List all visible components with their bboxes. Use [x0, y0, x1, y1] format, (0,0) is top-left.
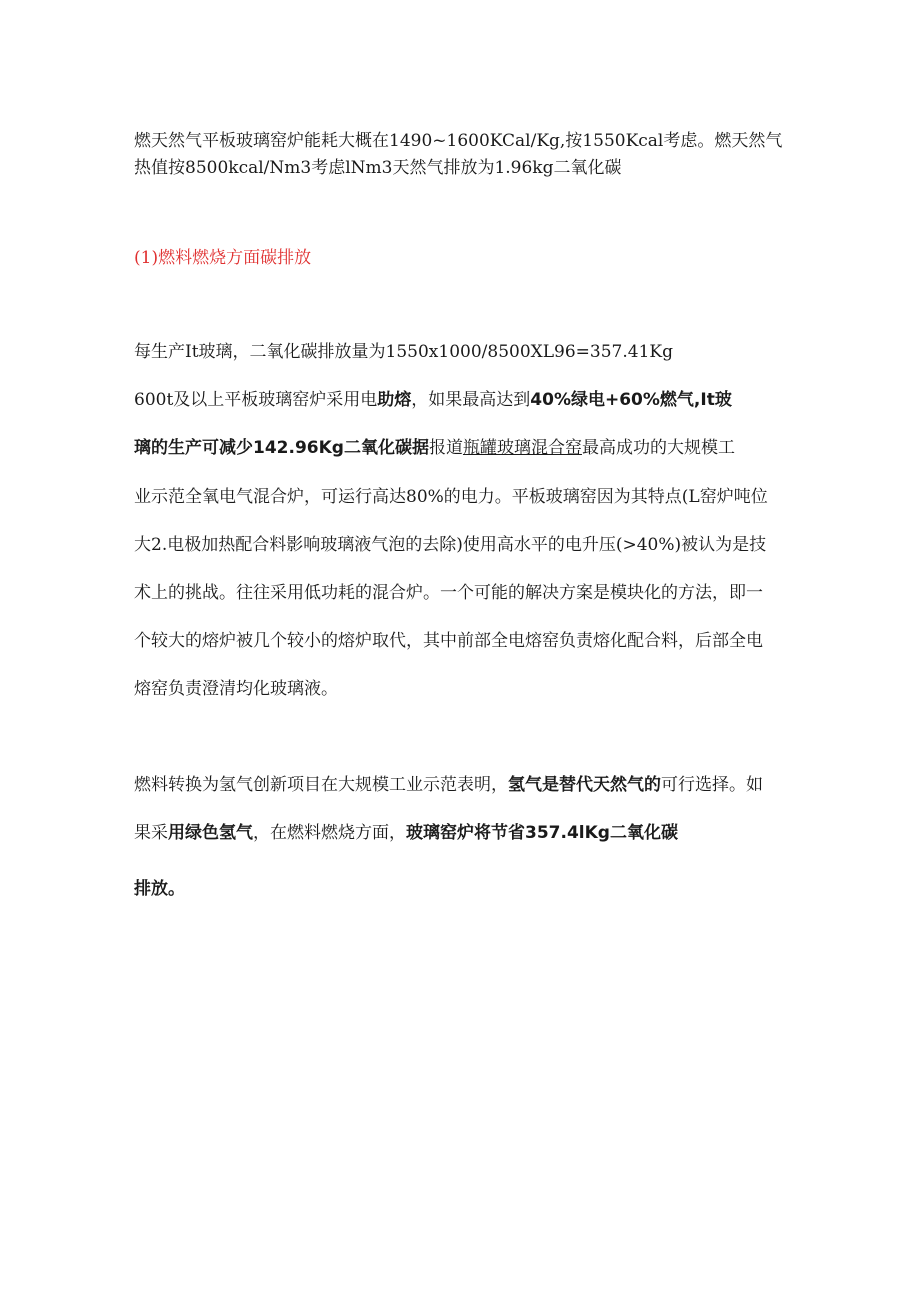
section-heading: (1)燃料燃烧方面碳排放: [134, 248, 312, 268]
text-span: 果采: [134, 823, 168, 843]
intro-line-1: 燃天然气平板玻璃窑炉能耗大概在1490~1600KCal/Kg,按1550Kcal考虑。燃天然气: [134, 131, 783, 151]
bold-text: 40%绿电+60%燃气,It玻: [530, 390, 732, 410]
underlined-link-text[interactable]: 瓶罐玻璃混合窑: [462, 438, 582, 458]
text-span: 最高成功的大规模工: [581, 438, 735, 458]
paragraph-1-line-5: 大2.电极加热配合料影响玻璃液气泡的去除)使用高水平的电升压(>40%)被认为是技: [134, 535, 767, 555]
paragraph-1-line-4: 业示范全氧电气混合炉，可运行高达80%的电力。平板玻璃窑因为其特点(L窑炉吨位: [134, 487, 768, 507]
paragraph-2-line-3: 排放。: [134, 879, 185, 899]
paragraph-1-line-2: [134, 385, 732, 410]
paragraph-2-line-1: [134, 770, 763, 795]
paragraph-1-line-6: 术上的挑战。往往采用低功耗的混合炉。一个可能的解决方案是模块化的方法，即一: [134, 583, 763, 603]
bold-text: 玻璃窑炉将节省357.4lKg二氧化碳: [406, 823, 678, 843]
paragraph-1-line-1: 每生产It玻璃，二氧化碳排放量为1550x1000/8500XL96=357.41Kg: [134, 342, 673, 362]
bold-text: 助熔: [377, 390, 412, 410]
text-span: ，在燃料燃烧方面，: [253, 823, 406, 843]
bold-text: 氢气是替代天然气的: [508, 775, 661, 795]
paragraph-1-line-7: 个较大的熔炉被几个较小的熔炉取代，其中前部全电熔窑负责熔化配合料，后部全电: [134, 631, 763, 651]
intro-line-2: 热值按8500kcal/Nm3考虑lNm3天然气排放为1.96kg二氧化碳: [134, 158, 622, 178]
text-span: ，如果最高达到: [411, 390, 531, 410]
bold-text: 用绿色氢气: [168, 823, 253, 843]
bold-text: 璃的生产可减少142.96Kg二氧化碳据: [134, 438, 429, 458]
text-span: 报道: [428, 438, 463, 458]
paragraph-1-line-3: [134, 433, 735, 458]
paragraph-2-line-2: [134, 818, 678, 843]
paragraph-1-line-8: 熔窑负责澄清均化玻璃液。: [134, 679, 338, 699]
text-span: 600t及以上平板玻璃窑炉采用电: [134, 390, 378, 410]
text-span: 燃料转换为氢气创新项目在大规模工业示范表明，: [134, 775, 508, 795]
text-span: 可行选择。如: [661, 775, 763, 795]
